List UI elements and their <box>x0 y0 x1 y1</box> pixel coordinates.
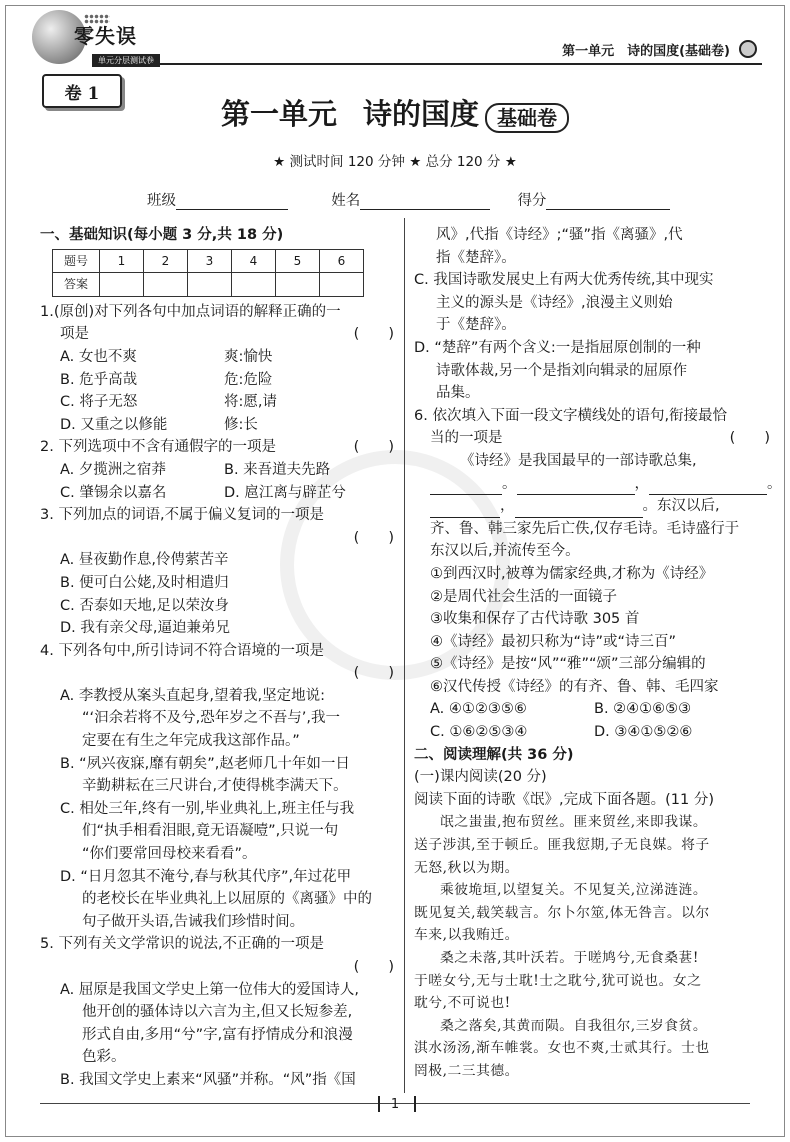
answer-paren[interactable]: ( ) <box>353 529 394 546</box>
option-cont: 风》,代指《诗经》;“骚”指《离骚》,代 <box>436 227 683 243</box>
answer-cell[interactable] <box>276 273 320 297</box>
option <box>414 721 774 744</box>
q6-stem-end: 当的一项是 <box>430 430 503 447</box>
right-column <box>414 224 782 1083</box>
q4-stem: 4. 下列各句中,所引诗词不符合语境的一项是 <box>40 642 325 659</box>
option <box>40 391 398 414</box>
option-cont: 他开创的骚体诗以六言为主,但又长短参差, <box>82 1004 353 1021</box>
option-gloss: 爽:愉快 <box>224 348 273 365</box>
option-text: D. 又重之以修能 <box>60 416 168 433</box>
fill-blank[interactable] <box>649 480 767 495</box>
fill-blank[interactable] <box>430 480 502 495</box>
poem-line: 桑之未落,其叶沃若。于嗟鸠兮,无食桑葚! <box>440 950 699 966</box>
class-field[interactable] <box>176 209 288 210</box>
answer-cell[interactable] <box>100 273 144 297</box>
poem-line: 既见复关,载笑载言。尔卜尔筮,体无咎言。以尔 <box>414 904 710 921</box>
option-text: A. ④①②③⑤⑥ <box>430 701 527 718</box>
option-cont: 的老校长在毕业典礼上以屈原的《离骚》中的 <box>82 891 372 908</box>
option <box>40 369 398 392</box>
option-text: B. 危乎高哉 <box>60 371 138 388</box>
option-gloss: 危:危险 <box>224 371 273 388</box>
option-text: A. 夕揽洲之宿莽 <box>60 461 166 478</box>
option: B. 我国文学史上素来“风骚”并称。“风”指《国 <box>60 1071 356 1088</box>
class-label: 班级 <box>147 193 176 209</box>
option <box>414 698 774 721</box>
option-cont: 句子做开头语,告诫我们珍惜时间。 <box>82 913 305 930</box>
poem-line: 送子涉淇,至于顿丘。匪我愆期,子无良媒。将子 <box>414 837 710 854</box>
option: B. 便可白公姥,及时相遣归 <box>60 574 229 591</box>
q2-text: 2. 下列选项中不含有通假字的一项是 <box>40 439 276 456</box>
answer-table-answer-row <box>53 273 364 297</box>
title-unit: 第一单元 <box>220 97 337 131</box>
answer-cell[interactable] <box>232 273 276 297</box>
section2-heading: 二、阅读理解(共 36 分) <box>414 746 574 763</box>
option-text: C. ①⑥②⑤③④ <box>430 724 528 741</box>
option: A. 屈原是我国文学史上第一位伟大的爱国诗人, <box>60 981 359 998</box>
q1-stem-end: 项是 <box>60 326 89 343</box>
option-cont: 形式自由,多用“兮”字,富有抒情成分和浪漫 <box>82 1026 353 1043</box>
option-cont: 主义的源头是《诗经》,浪漫主义则始 <box>436 294 673 311</box>
left-column <box>40 224 398 1092</box>
option-cont: 诗歌体裁,另一个是指刘向辑录的屈原作 <box>436 362 688 379</box>
paper-label: 卷 1 <box>42 74 122 108</box>
option-cont: 定要在有生之年完成我这部作品。” <box>82 733 300 750</box>
q6-item: ⑥汉代传授《诗经》的有齐、鲁、韩、毛四家 <box>430 678 719 695</box>
poem-line: 无怒,秋以为期。 <box>414 859 519 876</box>
q6-item: ⑤《诗经》是按“风”“雅”“颂”三部分编辑的 <box>430 656 706 673</box>
name-field[interactable] <box>360 209 490 210</box>
exam-meta: ★ 测试时间 120 分钟 ★ 总分 120 分 ★ <box>273 154 517 170</box>
poem-line: 淇水汤汤,渐车帷裳。女也不爽,士贰其行。士也 <box>414 1040 710 1057</box>
table-cell: 2 <box>144 249 188 273</box>
option-cont: 们“执手相看泪眼,竟无语凝噎”,只说一句 <box>82 823 339 840</box>
q6-passage: 。东汉以后, <box>642 498 720 515</box>
option <box>40 414 398 437</box>
option-gloss: 修:长 <box>224 416 258 433</box>
answer-paren[interactable]: ( ) <box>353 326 394 343</box>
poem-line: 桑之落矣,其黄而陨。自我徂尔,三岁食贫。 <box>440 1017 708 1034</box>
option: A. 李教授从案头直起身,望着我,坚定地说: <box>60 687 325 704</box>
answer-table <box>52 249 364 297</box>
logo-subtitle: 单元分层测试卷 <box>92 54 160 67</box>
answer-paren[interactable]: ( ) <box>729 430 770 447</box>
q6-passage: 齐、鲁、韩三家先后亡佚,仅存毛诗。毛诗盛行于 <box>430 520 740 537</box>
option-cont: 指《楚辞》。 <box>436 249 516 266</box>
name-label: 姓名 <box>331 193 361 209</box>
option <box>40 459 398 482</box>
running-title: 第一单元 诗的国度(基础卷) <box>562 44 730 59</box>
option-text: D. 扈江离与辟芷兮 <box>224 484 346 501</box>
poem-line: 乘彼垝垣,以望复关。不见复关,泣涕涟涟。 <box>440 882 708 899</box>
subsection-heading: (一)课内阅读(20 分) <box>414 769 547 786</box>
option-cont: “你们要常回母校来看看”。 <box>82 846 257 863</box>
option <box>40 346 398 369</box>
q6-passage: 东汉以后,并流传至今。 <box>430 543 580 560</box>
q5-stem: 5. 下列有关文学常识的说法,不正确的一项是 <box>40 936 325 953</box>
score-field[interactable] <box>546 209 670 210</box>
fill-blank[interactable] <box>515 503 643 518</box>
poem-line: 罔极,二三其德。 <box>414 1062 519 1079</box>
poem-line: 于嗟女兮,无与士耽!士之耽兮,犹可说也。女之 <box>414 972 702 989</box>
q6-blank-row: 。 ， 。 <box>414 473 774 496</box>
option: C. 否泰如天地,足以荣汝身 <box>60 597 229 614</box>
option: C. 我国诗歌发展史上有两大优秀传统,其中现实 <box>414 272 714 289</box>
poem-line: 车来,以我贿迁。 <box>414 927 519 944</box>
score-label: 得分 <box>517 193 547 209</box>
q6-passage: 《诗经》是我国最早的一部诗歌总集, <box>460 452 697 469</box>
q6-stem <box>414 427 774 450</box>
option-text: B. 来吾道夫先路 <box>224 461 331 478</box>
q6-item: ④《诗经》最初只称为“诗”或“诗三百” <box>430 633 677 650</box>
q5-paren-row <box>40 956 398 979</box>
answer-cell[interactable] <box>188 273 232 297</box>
title-theme: 诗的国度 <box>363 97 480 131</box>
column-divider <box>404 218 405 1093</box>
page-title <box>0 92 790 133</box>
table-cell: 6 <box>320 249 364 273</box>
option-cont: 于《楚辞》。 <box>436 317 516 334</box>
option-text: C. 将子无怒 <box>60 394 138 411</box>
q6-blank-row: ， 。东汉以后, <box>414 495 774 518</box>
option-cont: “‘汩余若将不及兮,恐年岁之不吾与’,我一 <box>82 710 340 727</box>
section1-heading: 一、基础知识(每小题 3 分,共 18 分) <box>40 227 284 243</box>
option <box>40 482 398 505</box>
logo <box>22 8 172 68</box>
option-cont: 色彩。 <box>82 1049 126 1066</box>
option-text: A. 女也不爽 <box>60 348 137 365</box>
q1-stem <box>40 323 398 346</box>
reading-intro: 阅读下面的诗歌《氓》,完成下面各题。(11 分) <box>414 791 714 808</box>
option-text: D. ③④①⑤②⑥ <box>594 724 693 741</box>
fill-blank[interactable] <box>517 480 635 495</box>
table-cell: 4 <box>232 249 276 273</box>
table-cell: 3 <box>188 249 232 273</box>
answer-table-header-row <box>53 249 364 273</box>
header-rule <box>150 63 762 65</box>
option: A. 昼夜勤作息,伶俜萦苦辛 <box>60 552 229 569</box>
answer-cell[interactable] <box>144 273 188 297</box>
poem-line: 氓之蚩蚩,抱布贸丝。匪来贸丝,来即我谋。 <box>440 814 708 831</box>
table-cell: 题号 <box>53 249 100 273</box>
table-cell: 答案 <box>53 273 100 297</box>
q6-item: ②是周代社会生活的一面镜子 <box>430 588 617 605</box>
fill-blank[interactable] <box>430 503 500 518</box>
q4-paren-row <box>40 662 398 685</box>
logo-title: 零失误 <box>74 24 137 48</box>
table-cell: 1 <box>100 249 144 273</box>
option: D. “楚辞”有两个含义:一是指屈原创制的一种 <box>414 339 701 356</box>
q6-item: ③收集和保存了古代诗歌 305 首 <box>430 611 640 628</box>
option: D. 我有亲父母,逼迫兼弟兄 <box>60 620 230 637</box>
q3-paren-row <box>40 527 398 550</box>
q2-stem <box>40 436 398 459</box>
q6-item: ①到西汉时,被尊为儒家经典,才称为《诗经》 <box>430 565 714 582</box>
option-text: C. 肇锡余以嘉名 <box>60 484 167 501</box>
option-cont: 品集。 <box>436 385 480 402</box>
title-badge: 基础卷 <box>485 103 569 133</box>
option-text: B. ②④①⑥⑤③ <box>594 701 692 718</box>
answer-paren[interactable]: ( ) <box>353 959 394 975</box>
option-gloss: 将:愿,请 <box>224 394 277 411</box>
poem-line: 耽兮,不可说也! <box>414 995 511 1012</box>
q3-stem: 3. 下列加点的词语,不属于偏义复词的一项是 <box>40 507 325 524</box>
q6-stem: 6. 依次填入下面一段文字横线处的语句,衔接最恰 <box>414 407 728 424</box>
option: C. 相处三年,终有一别,毕业典礼上,班主任与我 <box>60 800 355 817</box>
header-circle-icon <box>739 40 757 58</box>
student-fields <box>147 189 670 210</box>
option: D. “日月忽其不淹兮,春与秋其代序”,年过花甲 <box>60 868 352 885</box>
answer-paren[interactable]: ( ) <box>353 439 394 456</box>
option-cont: 辛勤耕耘在三尺讲台,才使得桃李满天下。 <box>82 778 348 795</box>
answer-paren[interactable]: ( ) <box>353 665 394 682</box>
table-cell: 5 <box>276 249 320 273</box>
q1-stem: 1.(原创)对下列各句中加点词语的解释正确的一 <box>40 303 341 320</box>
page-number: 1 <box>390 1097 400 1112</box>
option: B. “夙兴夜寐,靡有朝矣”,赵老师几十年如一日 <box>60 755 350 772</box>
answer-cell[interactable] <box>320 273 364 297</box>
